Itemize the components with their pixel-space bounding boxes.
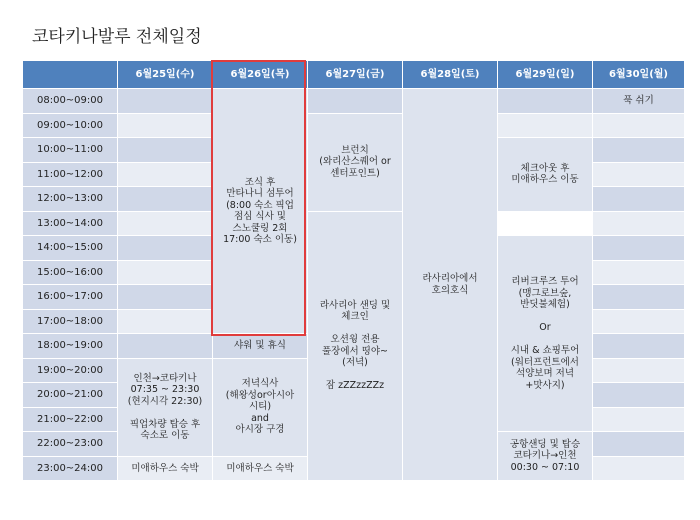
time-slot: 09:00~10:00 [23,114,118,139]
header-corner [23,61,118,89]
header-day-3: 6월27일(금) [308,61,403,89]
empty-cell [118,236,213,261]
event-d26-rest: 샤워 및 휴식 [213,334,308,359]
empty-cell [498,89,593,114]
empty-cell [118,163,213,188]
empty-cell [593,408,685,433]
time-slot: 14:00~15:00 [23,236,118,261]
event-d26-tour: 조식 후 만타나니 섬투어 (8:00 숙소 픽업 점심 식사 및 스노쿨링 2회 17:00 숙소 이동) [213,89,308,334]
empty-cell [593,310,685,335]
page-title: 코타키나발루 전체일정 [32,27,202,47]
empty-cell [593,212,685,237]
event-d27-brunch: 브런치 (와리산스퀘어 or 센터포인트) [308,114,403,212]
time-slot: 17:00~18:00 [23,310,118,335]
header-day-1: 6월25일(수) [118,61,213,89]
time-slot: 15:00~16:00 [23,261,118,286]
empty-cell [593,114,685,139]
time-slot: 23:00~24:00 [23,457,118,482]
time-slot: 13:00~14:00 [23,212,118,237]
empty-cell [118,310,213,335]
event-d27-rasa: 라사리아 샌딩 및 체크인 오션윙 전용 풀장에서 띵야~ (저녁) 잠 zZZzzZZz [308,212,403,482]
event-d29-flight: 공항샌딩 및 탑승 코타키나→인천 00:30 ~ 07:10 [498,432,593,481]
header-day-6: 6월30일(월) [593,61,685,89]
event-d26-stay: 미애하우스 숙박 [213,457,308,482]
time-slot: 11:00~12:00 [23,163,118,188]
empty-cell [593,432,685,457]
empty-cell [593,138,685,163]
time-slot: 18:00~19:00 [23,334,118,359]
header-day-5: 6월29일(일) [498,61,593,89]
event-d29-tour: 리버크루즈 투어 (맹그로브숲, 반딧불체험) Or 시내 & 쇼핑투어 (워터프런트에서 석양보며 저녁 +맛사지) [498,236,593,432]
event-d25-flight: 인천→코타키나 07:35 ~ 23:30 (현지시각 22:30) 픽업차량 탑승 후 숙소로 이동 [118,359,213,457]
empty-cell [118,187,213,212]
empty-cell [593,236,685,261]
empty-cell [593,187,685,212]
time-slot: 10:00~11:00 [23,138,118,163]
header-day-4: 6월28일(토) [403,61,498,89]
empty-cell [118,114,213,139]
empty-cell [118,212,213,237]
empty-cell [593,383,685,408]
event-d30-rest: 푹 쉬기 [593,89,685,114]
empty-cell [118,334,213,359]
time-slot: 16:00~17:00 [23,285,118,310]
time-slot: 21:00~22:00 [23,408,118,433]
event-d26-dinner: 저녁식사 (해왕성or아시아 시티) and 아시장 구경 [213,359,308,457]
empty-cell [593,261,685,286]
empty-cell [118,261,213,286]
time-slot: 19:00~20:00 [23,359,118,384]
event-d29-checkout: 체크아웃 후 미애하우스 이동 [498,138,593,212]
empty-cell [118,285,213,310]
empty-cell [593,457,685,482]
time-slot: 20:00~21:00 [23,383,118,408]
empty-cell [593,163,685,188]
header-day-2: 6월26일(목) [213,61,308,89]
empty-cell [118,89,213,114]
empty-cell [593,334,685,359]
time-slot: 22:00~23:00 [23,432,118,457]
empty-cell [308,89,403,114]
time-slot: 12:00~13:00 [23,187,118,212]
empty-cell [593,359,685,384]
schedule-table [23,61,685,481]
event-d25-stay: 미애하우스 숙박 [118,457,213,482]
empty-cell [498,114,593,139]
time-slot: 08:00~09:00 [23,89,118,114]
empty-cell [593,285,685,310]
event-d28-rasa: 라사리아에서 호의호식 [403,89,498,481]
empty-cell [118,138,213,163]
